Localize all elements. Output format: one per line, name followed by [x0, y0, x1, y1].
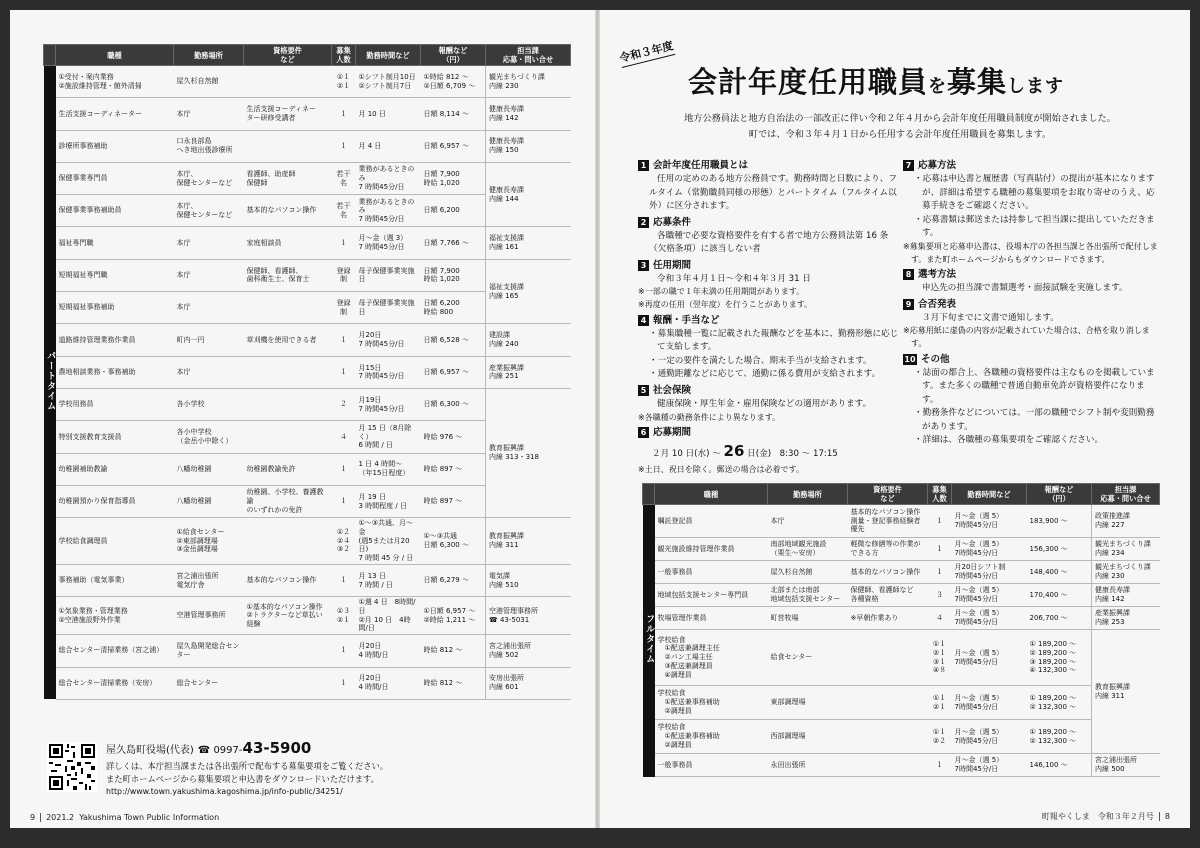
cell-job: 観光施設維持管理作業員 — [655, 538, 768, 561]
header-contact: 担当課 応募・問い合せ — [1092, 484, 1160, 505]
cell-req: ①基本的なパソコン操作 ②トラクターなど草払い 経験 — [244, 597, 332, 635]
cell-pay: ① 189,200 ～ ② 132,300 ～ — [1027, 686, 1092, 720]
cell-num: ①１ ②１ — [928, 686, 952, 720]
cell-job: 学校給食 ①配送兼事務補助 ②調理員 — [655, 720, 768, 754]
table-row — [44, 597, 571, 635]
cell-pay: 日額 6,300 ～ — [421, 388, 486, 420]
right-page — [600, 10, 1190, 828]
table-row — [44, 66, 571, 98]
cell-hours: 業務があるときのみ 7 時間45分/日 — [356, 162, 421, 194]
cell-contact: 電気課 内線 510 — [486, 564, 571, 596]
section-3: 3 任用期間 令和３年４月１日～令和４年３月 31 日 ※一部の職で１年未満の任用期間があります。 ※再度の任用（翌年度）を行うことがあります。 — [638, 259, 813, 310]
cell-contact: 健康長寿課 内線 144 — [486, 162, 571, 227]
cell-job: 農地相談業務・事務補助 — [56, 356, 174, 388]
cell-place: 各小学校 — [174, 388, 244, 420]
phone-line — [106, 737, 576, 760]
cell-job: 幼稚園預かり保育指導員 — [56, 485, 174, 517]
section-5: 5 社会保険 健康保険・厚生年金・雇用保険などの適用があります。 ※各職種の勤務条件により異なります。 — [638, 385, 872, 422]
cell-place: 八幡幼稚園 — [174, 485, 244, 517]
cell-pay: 日額 6,957 ～ — [421, 130, 486, 162]
table-header-row — [44, 45, 571, 66]
cell-job: 短期福祉専門職 — [56, 259, 174, 291]
cell-req: 看護師、助産師 保健師 — [244, 162, 332, 194]
section-title: 応募条件 — [653, 216, 692, 228]
cell-contact: 健康長寿課 内線 150 — [486, 130, 571, 162]
left-page — [10, 10, 595, 828]
cell-contact: 建設課 内線 240 — [486, 324, 571, 356]
page-title: 会計年度任用職員を募集します — [688, 65, 1065, 99]
category-label: フルタイム — [643, 505, 655, 777]
issue-date: 2021.2 — [46, 813, 75, 822]
table-row — [643, 561, 1160, 584]
cell-pay: ①～③共通 日額 6,300 ～ — [421, 518, 486, 565]
cell-req: 草刈機を使用できる者 — [244, 324, 332, 356]
cell-pay: 206,700 ～ — [1027, 607, 1092, 630]
table-row — [44, 667, 571, 699]
full-time-job-table — [642, 483, 1160, 777]
cell-num: １ — [332, 635, 356, 667]
cell-hours: ①週 4 日 8時間/日 ②月 10 日 4時間/日 — [356, 597, 421, 635]
cell-req — [244, 635, 332, 667]
cell-place: 本庁、 保健センターなど — [174, 162, 244, 194]
table-row — [44, 356, 571, 388]
table-row — [44, 635, 571, 667]
section-number: 6 — [638, 427, 649, 438]
publication-title: Yakushima Town Public Information — [79, 813, 220, 822]
cell-pay: 時給 897 ～ — [421, 453, 486, 485]
cell-pay: 146,100 ～ — [1027, 754, 1092, 777]
cell-place: 各小中学校 （金岳小中除く） — [174, 421, 244, 453]
table-row — [643, 754, 1160, 777]
cell-num: １ — [332, 98, 356, 130]
cell-hours: 月20日 4 時間/日 — [356, 635, 421, 667]
cell-hours: 月15日 7 時間45分/日 — [356, 356, 421, 388]
cell-place: 本庁 — [174, 356, 244, 388]
cell-num: ３ — [928, 584, 952, 607]
cell-req: 基本的なパソコン操作 — [244, 195, 332, 227]
cell-hours: 月 19 日 3 時間程度 / 日 — [356, 485, 421, 517]
table-row — [44, 324, 571, 356]
cell-pay: ①時給 812 ～ ②日額 6,709 ～ — [421, 66, 486, 98]
contact-line-2: また町ホームページから募集要項と申込書をダウンロードいただけます。 — [106, 774, 379, 785]
cell-num: １ — [332, 227, 356, 259]
section-number: 9 — [903, 299, 914, 310]
cell-req: 保健師、看護師など 各種資格 — [848, 584, 928, 607]
cell-pay: 日額 7,766 ～ — [421, 227, 486, 259]
cell-place: 北部または南部 地域包括支援センター — [768, 584, 848, 607]
table-row — [44, 388, 571, 420]
cell-place: 八幡幼稚園 — [174, 453, 244, 485]
cell-pay: ① 189,200 ～ ② 189,200 ～ ③ 189,200 ～ ④ 132,300 ～ — [1027, 630, 1092, 686]
cell-job: 保健事業専門員 — [56, 162, 174, 194]
cell-contact: 産業振興課 内線 251 — [486, 356, 571, 388]
table-row — [643, 584, 1160, 607]
cell-req — [848, 630, 928, 686]
page-number: 8 — [1164, 812, 1170, 821]
cell-job: 学校用務員 — [56, 388, 174, 420]
cell-req — [244, 292, 332, 324]
cell-contact: 健康長寿課 内線 142 — [1092, 584, 1160, 607]
cell-num: ①１ ②１ — [332, 66, 356, 98]
cell-hours: 月～金（週 3） 7 時間45分/日 — [356, 227, 421, 259]
cell-contact: 健康長寿課 内線 142 — [486, 98, 571, 130]
cell-pay: 日額 6,279 ～ — [421, 564, 486, 596]
section-1: 1 会計年度任用職員とは 任用の定めのある地方公務員です。勤務時間と日数により、フルタイム（常勤職員同様の形態）とパートタイム（フルタイム以外）に区分されます。 — [638, 158, 900, 214]
header-place: 勤務場所 — [174, 45, 244, 66]
cell-hours: 月 10 日 — [356, 98, 421, 130]
header-num: 募集 人数 — [928, 484, 952, 505]
cell-num: １ — [928, 754, 952, 777]
footer-left — [30, 813, 219, 822]
cell-num: １ — [332, 485, 356, 517]
section-title: 選考方法 — [918, 269, 957, 281]
cell-pay: 183,900 ～ — [1027, 505, 1092, 538]
table-row — [44, 162, 571, 194]
cell-contact: 宮之浦出張所 内線 502 — [486, 635, 571, 667]
header-job: 職種 — [56, 45, 174, 66]
cell-req: 生活支援コーディネー ター研修受講者 — [244, 98, 332, 130]
cell-req — [244, 356, 332, 388]
cell-place: 空港管理事務所 — [174, 597, 244, 635]
header-place: 勤務場所 — [768, 484, 848, 505]
cell-contact: 観光まちづくり課 内線 234 — [1092, 538, 1160, 561]
cell-place: 永田出張所 — [768, 754, 848, 777]
cell-job: 学校給食 ①配送兼事務補助 ②調理員 — [655, 686, 768, 720]
info-column-right — [903, 158, 1161, 449]
cell-req: 保健師、看護師、 歯科衛生士、保育士 — [244, 259, 332, 291]
cell-hours: 母子保健事業実施日 — [356, 292, 421, 324]
cell-contact: 安房出張所 内線 601 — [486, 667, 571, 699]
section-number: 4 — [638, 315, 649, 326]
cell-num: ①１ ②２ — [928, 720, 952, 754]
cell-req: 幼稚園教諭免許 — [244, 453, 332, 485]
cell-num: 若干名 — [332, 162, 356, 194]
cell-pay: 日額 6,200 — [421, 195, 486, 227]
cell-job: 福祉専門職 — [56, 227, 174, 259]
cell-hours: 月～金（週 5） 7時間45分/日 — [952, 720, 1027, 754]
cell-hours: ①シフト制月10日 ②シフト制月7日 — [356, 66, 421, 98]
cell-pay: 日額 7,900 時給 1,020 — [421, 259, 486, 291]
cell-hours: 月20日 7 時間45分/日 — [356, 324, 421, 356]
intro-text: 地方公務員法と地方自治法の一部改正に伴い令和２年４月から会計年度任用職員制度が開始されました。 町では、令和３年４月１日から任用する会計年度任用職員を募集します。 — [684, 113, 1116, 141]
cell-pay: 日額 8,114 ～ — [421, 98, 486, 130]
cell-num: １ — [332, 324, 356, 356]
cell-pay: 時給 976 ～ — [421, 421, 486, 453]
cell-pay: 148,400 ～ — [1027, 561, 1092, 584]
cell-hours: 月20日 4 時間/日 — [356, 667, 421, 699]
cell-job: 幼稚園補助教諭 — [56, 453, 174, 485]
cell-pay: 時給 812 ～ — [421, 635, 486, 667]
section-4: 4 報酬・手当など ・募集職種一覧に記載された報酬などを基本に、勤務形態に応じて支給します。 ・一定の要件を満たした場合、期末手当が支給されます。 ・通勤距離などに応じて、通勤に係る費用が支給されます。 — [638, 313, 900, 382]
cell-req — [244, 388, 332, 420]
cell-hours: 月～金（週 5） 7時間45分/日 — [952, 505, 1027, 538]
cell-hours: 月 15 日（8月除く） 6 時間 / 日 — [356, 421, 421, 453]
part-time-job-table — [43, 44, 571, 700]
cell-pay: 日額 6,200 時給 800 — [421, 292, 486, 324]
cell-job: 保健事業事務補助員 — [56, 195, 174, 227]
cell-req — [244, 66, 332, 98]
table-row — [643, 607, 1160, 630]
table-row — [643, 538, 1160, 561]
cell-pay: 日額 7,900 時給 1,020 — [421, 162, 486, 194]
cell-contact: 観光まちづくり課 内線 230 — [486, 66, 571, 98]
office-name: 屋久島町役場(代表) — [106, 745, 194, 756]
section-number: 2 — [638, 217, 649, 228]
cell-place: 本庁、 保健センターなど — [174, 195, 244, 227]
section-9: 9 合否発表 ３月下旬までに文書で通知します。 ※応募用紙に虚偽の内容が記載されていた場合は、合格を取り消します。 — [903, 298, 1150, 348]
section-6: 6 応募期間 ２月 10 日(水) ～ 26 日(金) 8:30 ～ 17:15 ※土日、祝日を除く。郵送の場合は必着です。 — [638, 425, 900, 476]
table-row — [44, 98, 571, 130]
cell-req: 幼稚園、小学校、養護教諭 のいずれかの免許 — [244, 485, 332, 517]
cell-num: ２ — [332, 388, 356, 420]
cell-job: ①気象業務・管理業務 ②空港施設野外作業 — [56, 597, 174, 635]
header-hours: 勤務時間など — [356, 45, 421, 66]
header-req: 資格要件 など — [244, 45, 332, 66]
section-8: 8 選考方法 申込先の担当課で書類選考・面接試験を実施します。 — [903, 267, 1161, 296]
cell-place: 屋久杉自然館 — [768, 561, 848, 584]
info-column-left — [638, 158, 900, 478]
cell-hours: 1 日 4 時間～ （年15日程度） — [356, 453, 421, 485]
cell-contact: 教育振興課 内線 313・318 — [486, 388, 571, 517]
table-row — [44, 564, 571, 596]
section-number: 5 — [638, 385, 649, 396]
header-contact: 担当課 応募・問い合せ — [486, 45, 571, 66]
cell-num: ４ — [332, 421, 356, 453]
cell-job: 総合センター清掃業務（安房） — [56, 667, 174, 699]
cell-place: 給食センター — [768, 630, 848, 686]
info-url-link[interactable]: http://www.town.yakushima.kagoshima.jp/info-public/34251/ — [106, 786, 343, 796]
cell-contact: 教育振興課 内線 311 — [1092, 630, 1160, 754]
cell-req: 基本的なパソコン操作 — [244, 564, 332, 596]
cell-num: 若干名 — [332, 195, 356, 227]
phone-prefix: ☎ 0997- — [197, 745, 243, 756]
cell-job: 道路維持管理業務作業員 — [56, 324, 174, 356]
cell-contact: 政策推進課 内線 227 — [1092, 505, 1160, 538]
header-pay: 報酬など （円） — [421, 45, 486, 66]
section-number: 8 — [903, 269, 914, 280]
section-title: 社会保険 — [653, 385, 692, 397]
section-title: 報酬・手当など — [653, 314, 720, 326]
cell-req: 基本的なパソコン操作 — [848, 561, 928, 584]
header-pay: 報酬など （円） — [1027, 484, 1092, 505]
table-row — [643, 686, 1160, 720]
cell-job: 生活支援コーディネーター — [56, 98, 174, 130]
table-row — [44, 227, 571, 259]
section-number: 10 — [904, 354, 916, 364]
cell-hours: 月～金（週 5） 7時間45分/日 — [952, 538, 1027, 561]
cell-pay: ①日額 6,957 ～ ②時給 1,211 ～ — [421, 597, 486, 635]
cell-num: １ — [332, 667, 356, 699]
cell-num: １ — [332, 130, 356, 162]
cell-job: 事務補助（電気事業） — [56, 564, 174, 596]
section-title: 合否発表 — [918, 298, 957, 310]
cell-num: ①２ ②４ ③２ — [332, 518, 356, 565]
cell-hours: 月～金（週 5） 7時間45分/日 — [952, 754, 1027, 777]
cell-pay: 時給 812 ～ — [421, 667, 486, 699]
section-title: その他 — [921, 353, 950, 365]
cell-place: 屋久島開発総合センター — [174, 635, 244, 667]
cell-req — [244, 518, 332, 565]
cell-place: 町内一円 — [174, 324, 244, 356]
cell-contact: 観光まちづくり課 内線 230 — [1092, 561, 1160, 584]
cell-num: １ — [332, 356, 356, 388]
table-row — [643, 720, 1160, 754]
cell-req — [848, 720, 928, 754]
cell-num: 登録制 — [332, 292, 356, 324]
cell-job: 短期福祉事務補助 — [56, 292, 174, 324]
cell-contact: 産業振興課 内線 253 — [1092, 607, 1160, 630]
cell-place: 口永良部島 へき地出張診療所 — [174, 130, 244, 162]
table-row — [44, 130, 571, 162]
cell-hours: 月～金（週 5） 7時間45分/日 — [952, 584, 1027, 607]
cell-hours: 月 13 日 7 時間 / 日 — [356, 564, 421, 596]
section-7: 7 応募方法 ・応募は申込書と履歴書（写真貼付）の提出が基本になりますが、詳細は希望する職種の募集要項をお取り寄せのうえ、応募手続きをご確認ください。 ・応募書類は郵送または持参して担当課に提出していただきます。 ※募集要項と応募申込書は、役場本庁の各担当課と各出張所で配付します。また町ホームページからもダウンロードできます。 — [903, 160, 1158, 264]
contact-block — [106, 737, 576, 798]
cell-num: １ — [928, 505, 952, 538]
cell-pay: 日額 6,957 ～ — [421, 356, 486, 388]
cell-contact: 福祉支援課 内線 161 — [486, 227, 571, 259]
cell-job: 一般事務員 — [655, 561, 768, 584]
cell-req — [848, 754, 928, 777]
cell-job: 牧場管理作業員 — [655, 607, 768, 630]
table-row — [44, 518, 571, 565]
cell-hours: 月20日シフト制 7時間45分/日 — [952, 561, 1027, 584]
cell-place: 本庁 — [174, 98, 244, 130]
cell-job: 学校給食 ①配送兼調理主任 ②パン工場主任 ③配送兼調理員 ④調理員 — [655, 630, 768, 686]
cell-num: ①３ ②１ — [332, 597, 356, 635]
table-row — [643, 505, 1160, 538]
cell-req: 家庭相談員 — [244, 227, 332, 259]
cell-contact: 福祉支援課 内線 165 — [486, 259, 571, 324]
cell-job: 診療所事務補助 — [56, 130, 174, 162]
cell-job: 地域包括支援センター専門員 — [655, 584, 768, 607]
cell-place: 屋久杉自然館 — [174, 66, 244, 98]
cell-hours: 月～金（週 5） 7時間45分/日 — [952, 686, 1027, 720]
cell-job: 総合センター清掃業務（宮之浦） — [56, 635, 174, 667]
cell-contact: 空港管理事務所 ☎ 43-5031 — [486, 597, 571, 635]
cell-job: 一般事務員 — [655, 754, 768, 777]
cell-pay: 170,400 ～ — [1027, 584, 1092, 607]
cell-num: １ — [928, 538, 952, 561]
cell-req — [244, 421, 332, 453]
page-number: 9 — [30, 813, 36, 822]
publication-title: 町報やくしま 令和３年２月号 — [1041, 812, 1154, 821]
cell-req — [848, 686, 928, 720]
cell-place: 東部調理場 — [768, 686, 848, 720]
application-period: ２月 10 日(水) ～ 26 日(金) 8:30 ～ 17:15 — [652, 442, 838, 461]
section-number: 3 — [638, 260, 649, 271]
section-title: 会計年度任用職員とは — [653, 160, 749, 171]
heading-badge: 令和３年度 — [618, 37, 676, 68]
section-number: 1 — [638, 160, 649, 171]
cell-place: 南部地域観光施設 （栗生～安房） — [768, 538, 848, 561]
cell-num: 登録制 — [332, 259, 356, 291]
section-title: 応募期間 — [653, 427, 692, 439]
cell-req: ※早朝作業あり — [848, 607, 928, 630]
category-label: パートタイム — [44, 66, 56, 700]
phone-number[interactable]: 43-5900 — [242, 739, 312, 757]
section-title: 応募方法 — [918, 160, 957, 171]
cell-job: 学校給食調理員 — [56, 518, 174, 565]
cell-place: 本庁 — [768, 505, 848, 538]
table-row — [643, 630, 1160, 686]
cell-pay: 日額 6,528 ～ — [421, 324, 486, 356]
cell-pay: 時給 897 ～ — [421, 485, 486, 517]
cell-num: ４ — [928, 607, 952, 630]
cell-hours: 母子保健事業実施日 — [356, 259, 421, 291]
cell-hours: 月 4 日 — [356, 130, 421, 162]
footer-right — [1042, 811, 1170, 822]
cell-hours: 月19日 7 時間45分/日 — [356, 388, 421, 420]
cell-num: １ — [928, 561, 952, 584]
header-req: 資格要件 など — [848, 484, 928, 505]
header-num: 募集 人数 — [332, 45, 356, 66]
cell-place: 西部調理場 — [768, 720, 848, 754]
table-header-row — [643, 484, 1160, 505]
cell-place: ①給食センター ②東部調理場 ③金岳調理場 — [174, 518, 244, 565]
section-2: 2 応募条件 各職種で必要な資格要件を有する者で地方公務員法第 16 条（欠格条項）に該当しない者 — [638, 215, 900, 257]
cell-place: 町営牧場 — [768, 607, 848, 630]
qr-code[interactable] — [47, 742, 97, 792]
cell-req — [244, 130, 332, 162]
section-number: 7 — [903, 160, 914, 171]
cell-pay: 156,300 ～ — [1027, 538, 1092, 561]
table-row — [44, 259, 571, 291]
section-title: 任用期間 — [653, 259, 692, 271]
cell-job: ①受付・案内業務 ②施設維持管理・館外清掃 — [56, 66, 174, 98]
cell-req — [244, 667, 332, 699]
cell-hours: 月～金（週 5） 7時間45分/日 — [952, 630, 1027, 686]
cell-req: 基本的なパソコン操作 測量・登記事務経験者 優先 — [848, 505, 928, 538]
cell-place: 総合センター — [174, 667, 244, 699]
cell-contact: 教育振興課 内線 311 — [486, 518, 571, 565]
cell-num: １ — [332, 564, 356, 596]
cell-num: ①１ ②１ ③１ ④８ — [928, 630, 952, 686]
cell-contact: 宮之浦出張所 内線 500 — [1092, 754, 1160, 777]
cell-job: 特別支援教育支援員 — [56, 421, 174, 453]
cell-pay: ① 189,200 ～ ② 132,300 ～ — [1027, 720, 1092, 754]
cell-place: 本庁 — [174, 227, 244, 259]
section-10: 10 その他 ・誌面の都合上、各職種の資格要件は主なものを掲載しています。また多くの職種で普通自動車免許が資格要件になります。 ・勤務条件などについては、一部の職種でシフト制や変則勤務があります。 ・詳細は、各職種の募集要項をご確認ください。 — [904, 353, 1155, 446]
cell-place: 宮之浦出張所 電気庁舎 — [174, 564, 244, 596]
cell-num: １ — [332, 453, 356, 485]
cell-hours: ①～③共通、月～金 (週5または月20日) 7 時間 45 分 / 日 — [356, 518, 421, 565]
cell-job: 嘱託登記員 — [655, 505, 768, 538]
cell-place: 本庁 — [174, 292, 244, 324]
cell-hours: 月～金（週 5） 7時間45分/日 — [952, 607, 1027, 630]
cell-place: 本庁 — [174, 259, 244, 291]
cell-req: 軽微な修繕等の作業が できる方 — [848, 538, 928, 561]
header-hours: 勤務時間など — [952, 484, 1027, 505]
cell-hours: 業務があるときのみ 7 時間45分/日 — [356, 195, 421, 227]
header-job: 職種 — [655, 484, 768, 505]
contact-line-1: 詳しくは、本庁担当課または各出張所で配布する募集要項をご覧ください。 — [106, 761, 389, 772]
